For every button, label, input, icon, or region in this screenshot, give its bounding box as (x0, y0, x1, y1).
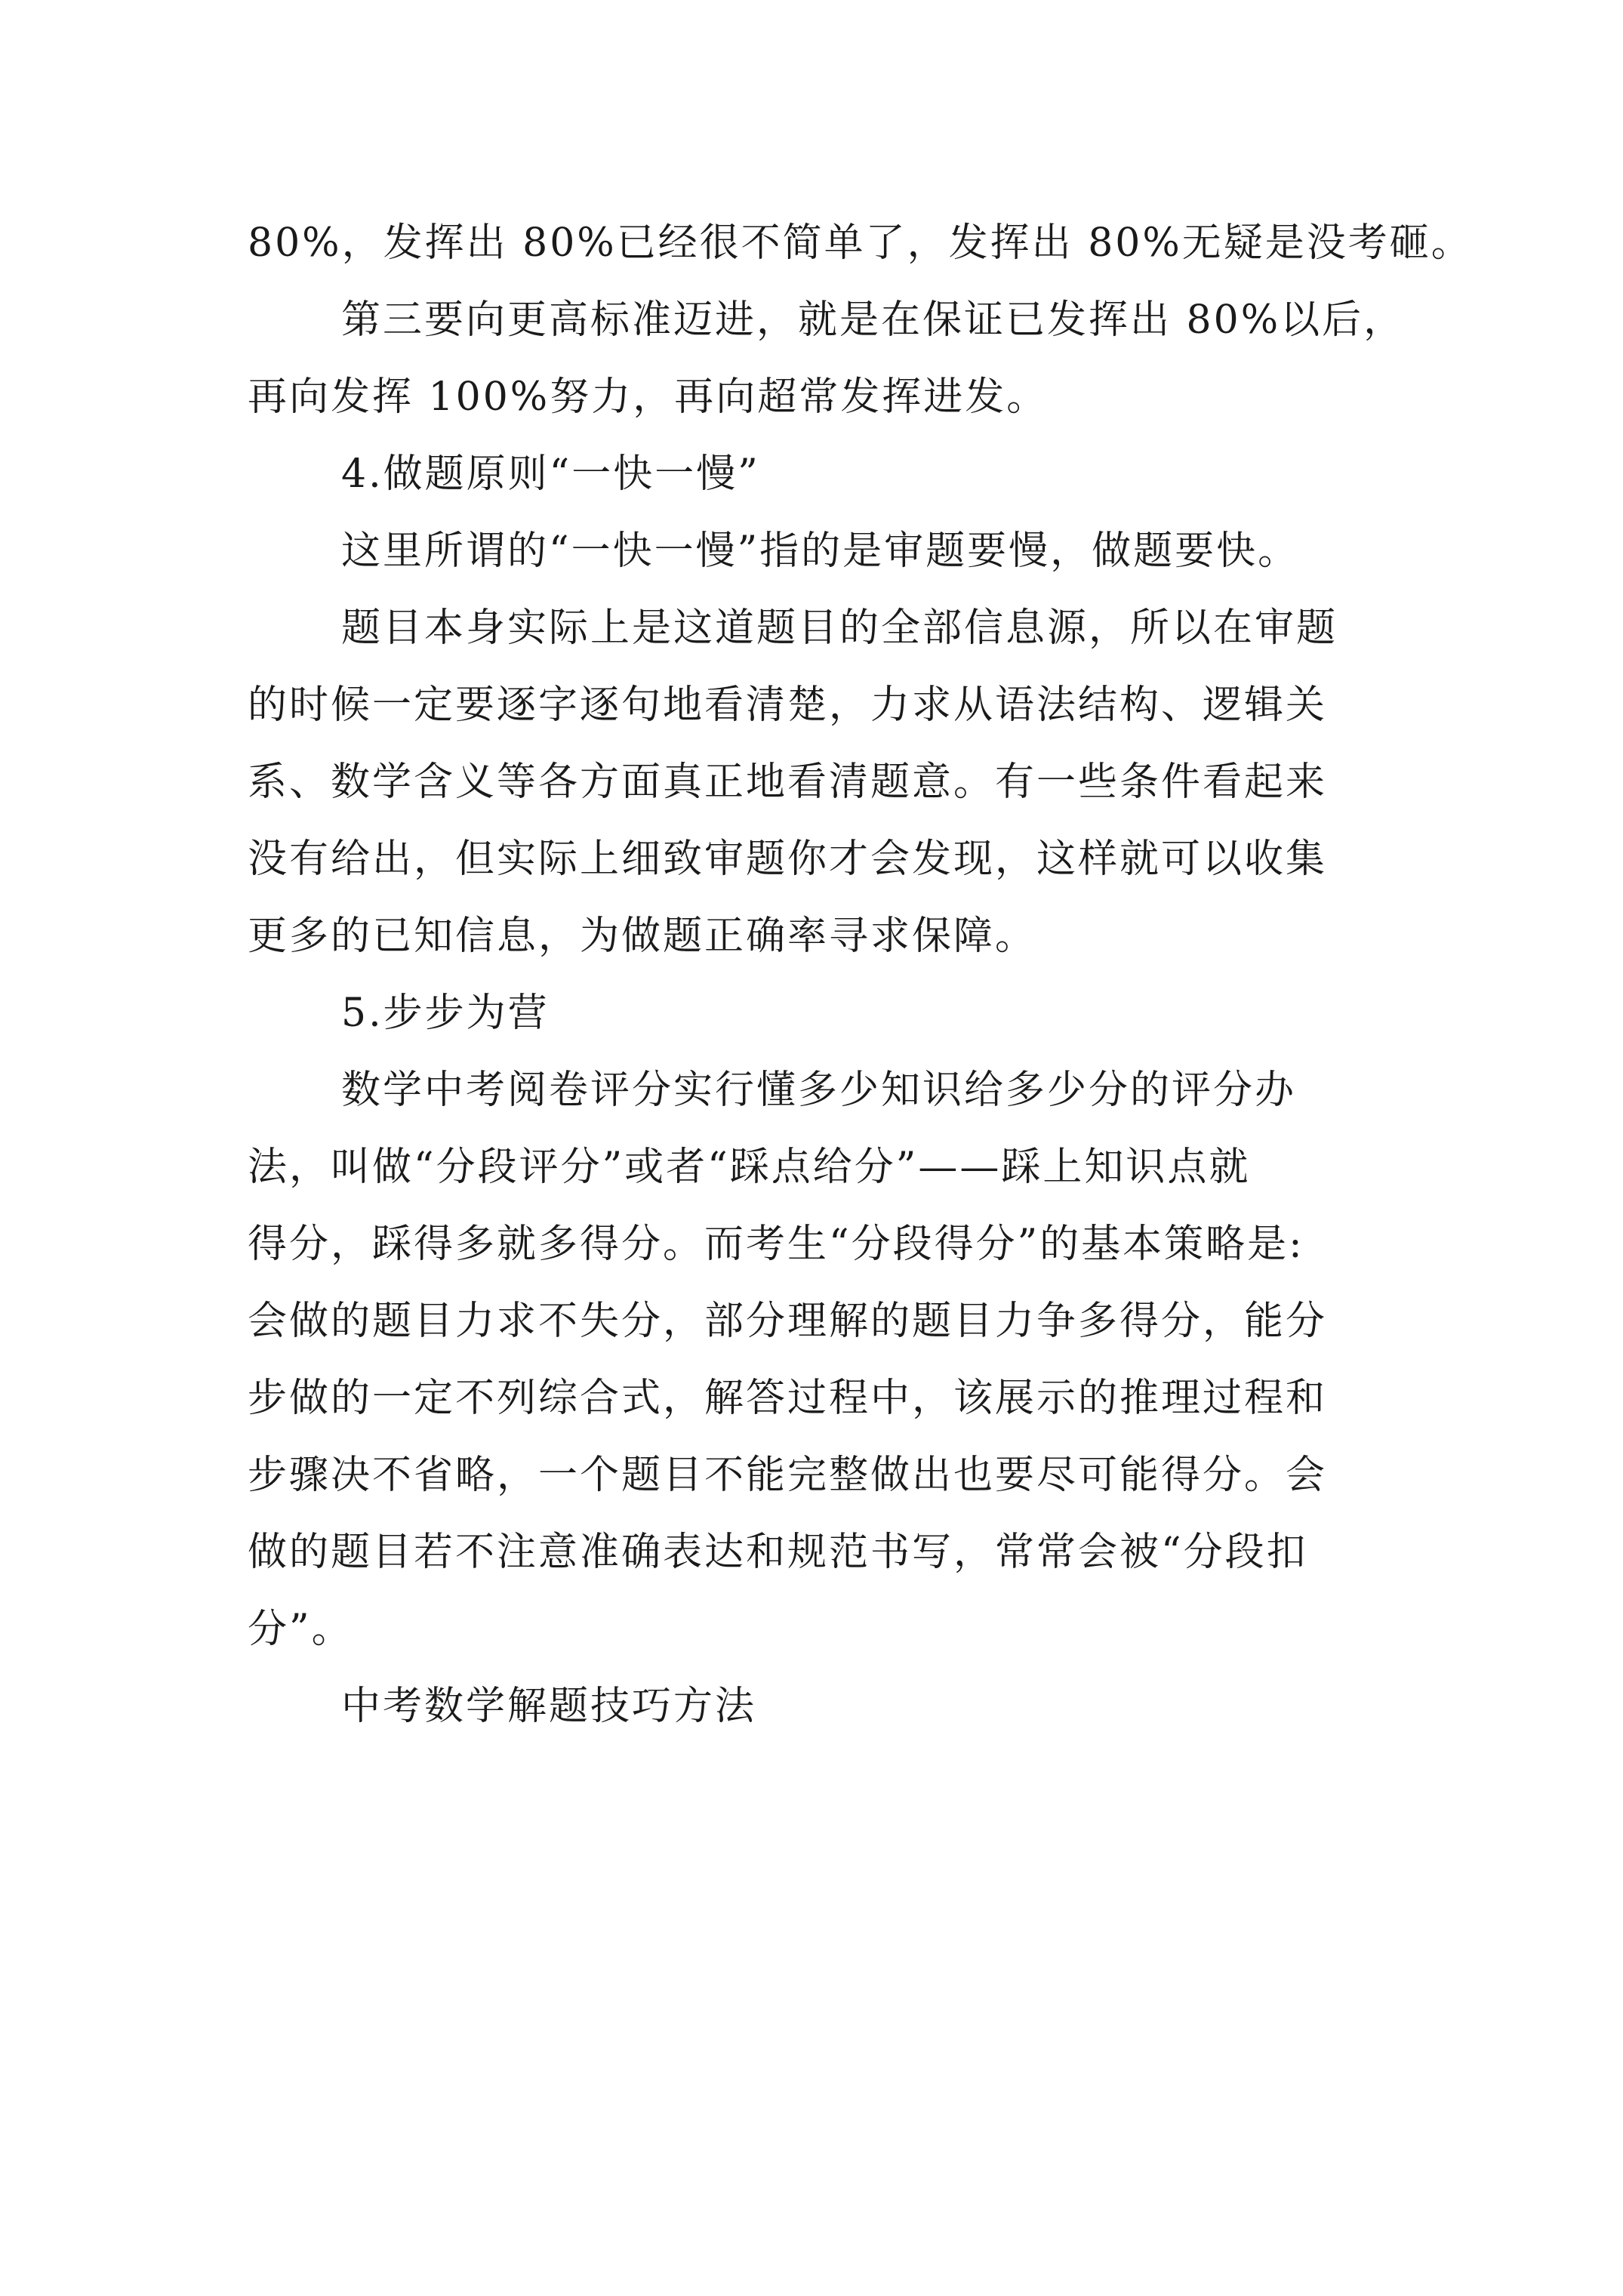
text-line: 第三要向更高标准迈进，就是在保证已发挥出 80%以后， (341, 297, 1406, 343)
text-line: 的时候一定要逐字逐句地看清楚，力求从语法结构、逻辑关 (248, 683, 1328, 728)
text-line: 分”。 (248, 1607, 353, 1652)
text-line: 题目本身实际上是这道题目的全部信息源，所以在审题 (341, 606, 1338, 651)
text-line: 再向发挥 100%努力，再向超常发挥进发。 (248, 374, 1049, 420)
text-line: 系、数学含义等各方面真正地看清题意。有一些条件看起来 (248, 760, 1328, 805)
text-line: 80%，发挥出 80%已经很不简单了，发挥出 80%无疑是没考砸。 (248, 220, 1473, 266)
text-line: 会做的题目力求不失分，部分理解的题目力争多得分，能分 (248, 1299, 1328, 1344)
section-heading: 4.做题原则“一快一慢” (341, 451, 760, 497)
text-line: 这里所谓的“一快一慢”指的是审题要慢，做题要快。 (341, 529, 1300, 574)
text-line: 步做的一定不列综合式，解答过程中，该展示的推理过程和 (248, 1376, 1328, 1421)
text-line: 没有给出，但实际上细致审题你才会发现，这样就可以收集 (248, 837, 1328, 882)
text-line: 做的题目若不注意准确表达和规范书写，常常会被“分段扣 (248, 1530, 1308, 1575)
text-line: 数学中考阅卷评分实行懂多少知识给多少分的评分办 (341, 1068, 1297, 1113)
text-line: 法，叫做“分段评分”或者“踩点给分”——踩上知识点就 (248, 1145, 1251, 1190)
text-line: 得分，踩得多就多得分。而考生“分段得分”的基本策略是: (248, 1222, 1304, 1267)
section-heading: 中考数学解题技巧方法 (341, 1684, 757, 1729)
section-heading: 5.步步为营 (341, 991, 550, 1036)
text-line: 更多的已知信息，为做题正确率寻求保障。 (248, 914, 1037, 959)
text-line: 步骤决不省略，一个题目不能完整做出也要尽可能得分。会 (248, 1453, 1328, 1498)
